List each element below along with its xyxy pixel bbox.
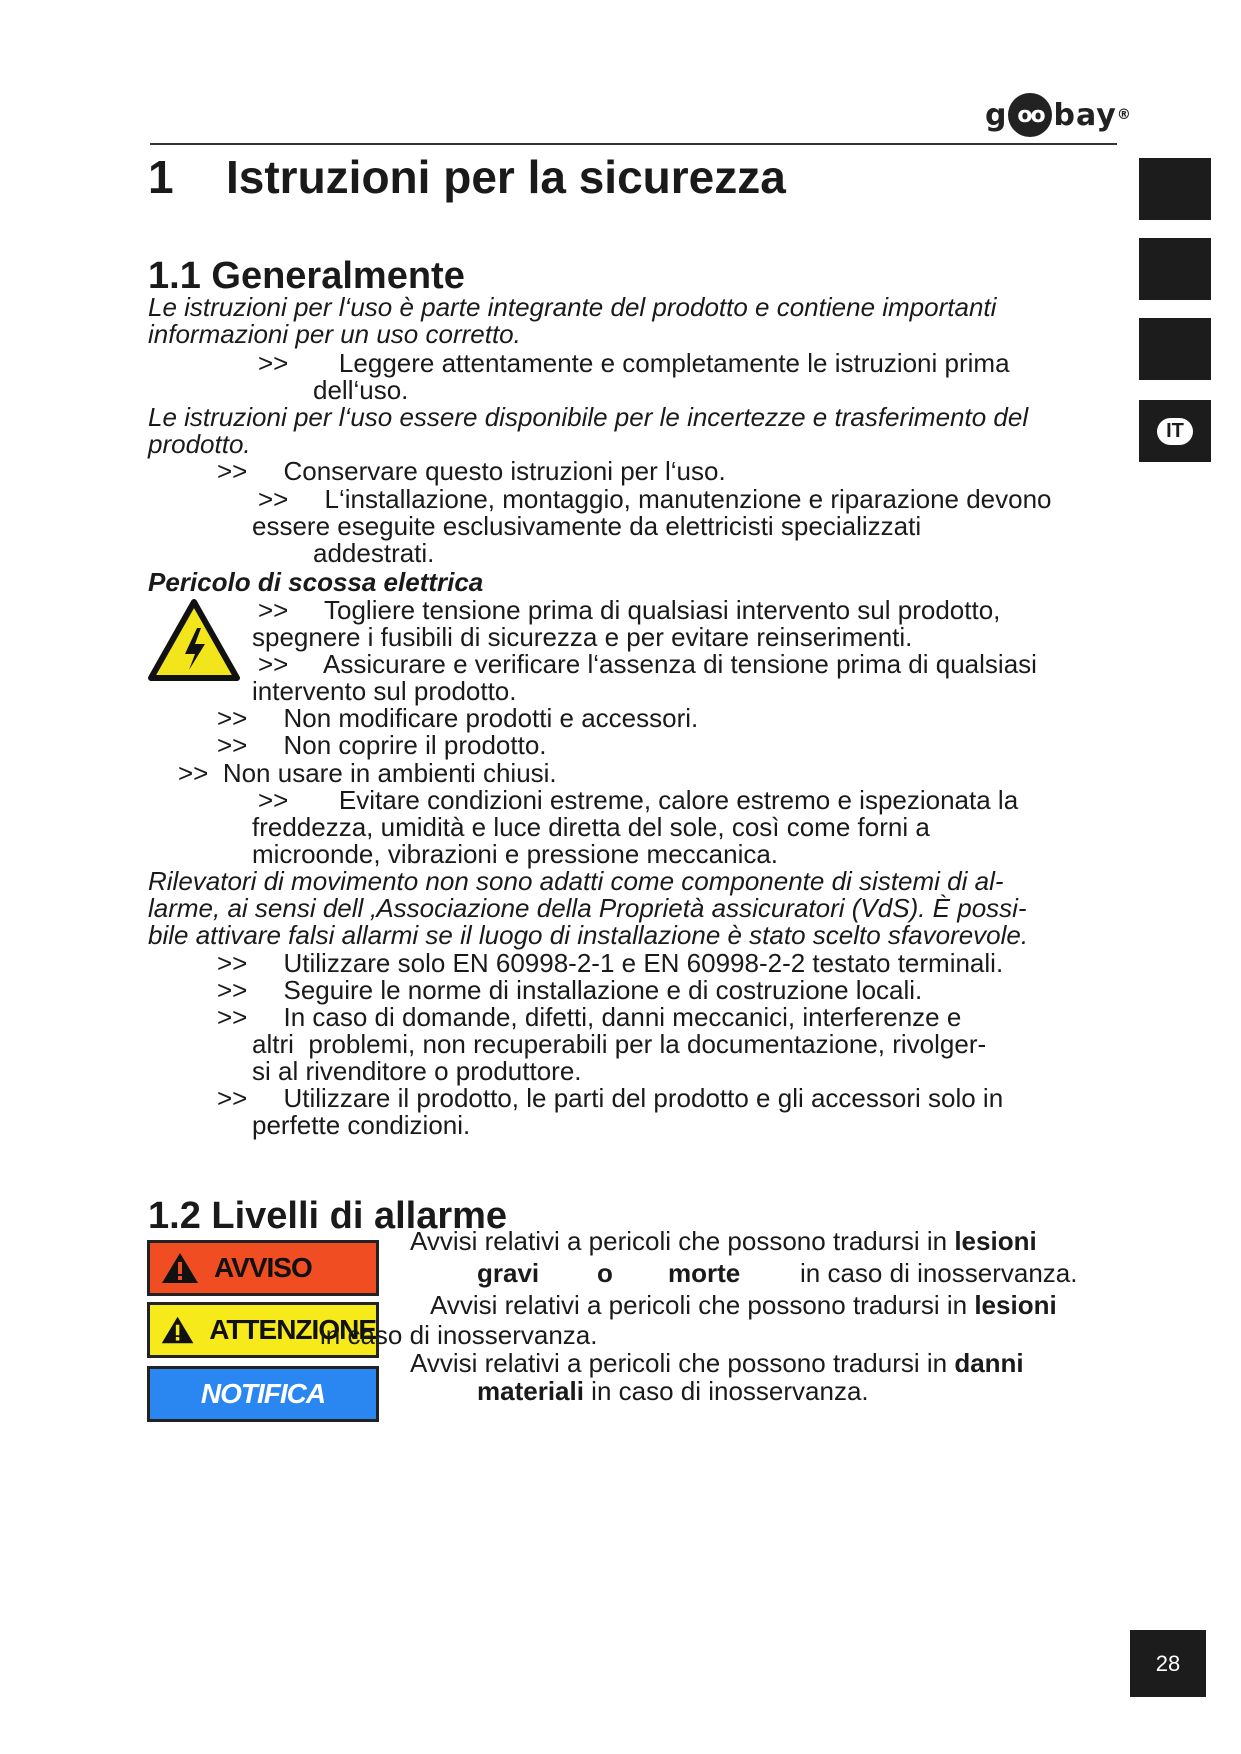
bullet-continuation: intervento sul prodotto. — [252, 676, 517, 706]
paragraph-line: larme, ai sensi dell ‚Associazione della Proprietà assicuratori (VdS). È possi- — [148, 893, 1027, 923]
page-number: 28 — [1130, 1630, 1206, 1697]
bullet-line: >> Assicurare e verificare l‘assenza di tensione prima di qualsiasi — [258, 649, 1037, 679]
bullet-continuation: addestrati. — [313, 538, 435, 568]
paragraph-line: Rilevatori di movimento non sono adatti come componente di sistemi di al- — [148, 866, 1004, 896]
bullet-continuation: spegnere i fusibili di sicurezza e per evitare reinserimenti. — [252, 622, 913, 652]
attenzione-label: ATTENZIONE — [209, 1314, 376, 1345]
paragraph-line: informazioni per un uso corretto. — [148, 319, 521, 349]
chapter-title-text: Istruzioni per la sicurezza — [226, 151, 786, 203]
side-tab-3[interactable] — [1139, 318, 1211, 380]
section-heading-livelli-allarme: 1.2 Livelli di allarme — [148, 1195, 508, 1237]
notifica-description: Avvisi relativi a pericoli che possono tradursi in danni — [410, 1348, 1024, 1378]
bullet-line: >> Leggere attentamente e completamente le istruzioni prima — [258, 348, 1010, 378]
bullet-line: >> Non modificare prodotti e accessori. — [217, 703, 699, 733]
bullet-continuation: perfette condizioni. — [252, 1110, 471, 1140]
bullet-line: >> L‘installazione, montaggio, manutenzione e riparazione devono — [258, 484, 1052, 514]
avviso-badge — [147, 1240, 379, 1296]
bullet-line: >> Evitare condizioni estreme, calore estremo e ispezionata la — [258, 785, 1019, 815]
goobay-logo — [985, 92, 1132, 138]
bullet-line: >> In caso di domande, difetti, danni meccanici, interferenze e — [217, 1002, 962, 1032]
bullet-line: >> Conservare questo istruzioni per l‘uso. — [217, 456, 726, 486]
paragraph-line: bile attivare falsi allarmi se il luogo di installazione è stato scelto sfavorevole. — [148, 920, 1029, 950]
bullet-line: >> Utilizzare il prodotto, le parti del prodotto e gli accessori solo in — [217, 1083, 1004, 1113]
avviso-description-gravi: gravi — [477, 1258, 540, 1288]
avviso-label: AVVISO — [214, 1252, 312, 1283]
bullet-continuation: altri problemi, non recuperabili per la documentazione, rivolger- — [252, 1029, 987, 1059]
logo-text-prefix: g — [985, 97, 1008, 133]
bullet-continuation: microonde, vibrazioni e pressione meccanica. — [252, 839, 779, 869]
warning-triangle-icon — [160, 1251, 200, 1285]
chapter-number: 1 — [148, 151, 174, 203]
paragraph-line: Le istruzioni per l‘uso essere disponibile per le incertezze e trasferimento del — [148, 402, 1029, 432]
avviso-description-morte: morte — [668, 1258, 741, 1288]
paragraph-line: prodotto. — [148, 429, 251, 459]
paragraph-line: Le istruzioni per l‘uso è parte integrante del prodotto e contiene importanti — [148, 292, 997, 322]
avviso-description-o: o — [597, 1258, 613, 1288]
bullet-continuation: si al rivenditore o produttore. — [252, 1056, 582, 1086]
notifica-label: NOTIFICA — [200, 1378, 326, 1409]
side-tab-2[interactable] — [1139, 238, 1211, 300]
header-rule — [150, 143, 1117, 145]
bullet-continuation: essere eseguite esclusivamente da elettricisti specializzati — [252, 511, 922, 541]
bullet-continuation: dell‘uso. — [313, 375, 409, 405]
notifica-description-line2: materiali in caso di inosservanza. — [477, 1376, 869, 1406]
avviso-description: Avvisi relativi a pericoli che possono tradursi in lesioni — [410, 1226, 1037, 1256]
avviso-description-rest: in caso di inosservanza. — [800, 1258, 1078, 1288]
chapter-title — [148, 150, 786, 204]
electric-hazard-warning-icon — [147, 598, 241, 682]
warning-triangle-icon — [160, 1313, 195, 1347]
attenzione-description-line2: in caso di inosservanza. — [320, 1320, 598, 1350]
bullet-line: >> Non usare in ambienti chiusi. — [178, 758, 557, 788]
bullet-line: >> Utilizzare solo EN 60998-2-1 e EN 60998-2-2 testato terminali. — [217, 948, 1004, 978]
electric-shock-heading: Pericolo di scossa elettrica — [148, 567, 484, 597]
side-tab-language-it[interactable] — [1139, 400, 1211, 462]
section-heading-generalmente: 1.1 Generalmente — [148, 255, 465, 297]
bullet-line: >> Non coprire il prodotto. — [217, 730, 547, 760]
attenzione-description: Avvisi relativi a pericoli che possono tradursi in lesioni — [430, 1290, 1057, 1320]
notifica-badge — [147, 1366, 379, 1422]
side-tab-1[interactable] — [1139, 158, 1211, 220]
logo-oo: oo — [1008, 93, 1052, 137]
bullet-line: >> Togliere tensione prima di qualsiasi intervento sul prodotto, — [258, 595, 1001, 625]
bullet-continuation: freddezza, umidità e luce diretta del sole, così come forni a — [252, 812, 930, 842]
logo-registered-mark: ® — [1116, 107, 1132, 123]
logo-text-suffix: bay — [1053, 97, 1117, 133]
language-label: IT — [1157, 418, 1193, 445]
bullet-line: >> Seguire le norme di installazione e di costruzione locali. — [217, 975, 923, 1005]
